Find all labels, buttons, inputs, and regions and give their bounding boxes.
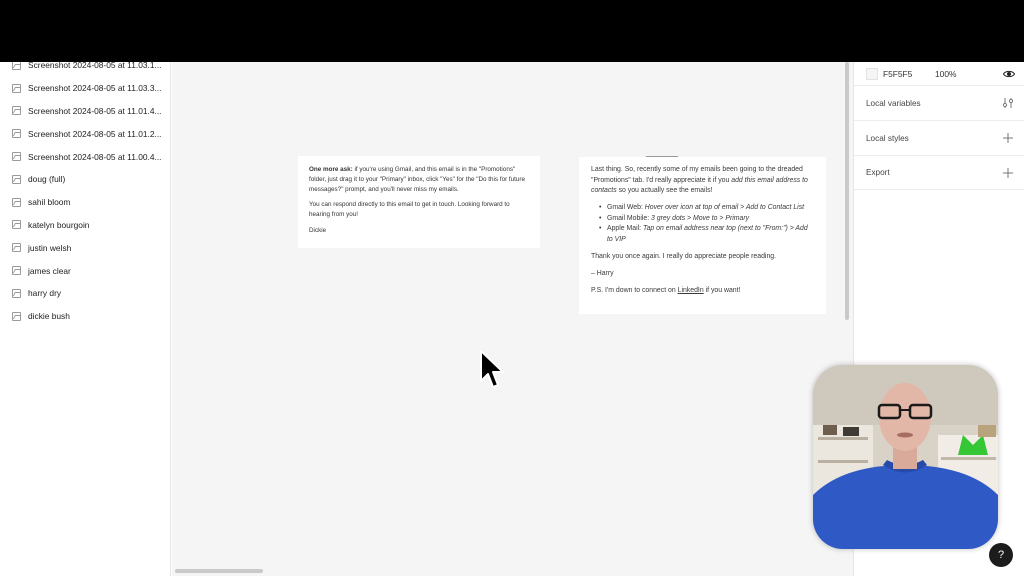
adjust-icon[interactable]	[1001, 96, 1015, 110]
help-button[interactable]: ?	[989, 543, 1013, 567]
section-local-variables[interactable]	[854, 85, 1024, 120]
layer-item[interactable]	[0, 77, 170, 100]
vertical-scrollbar[interactable]	[845, 62, 849, 320]
image-layer-icon	[12, 312, 21, 321]
image-layer-icon	[12, 243, 21, 252]
card2-bullet	[599, 203, 814, 214]
image-layer-icon	[12, 198, 21, 207]
email-card-dickie[interactable]	[298, 156, 540, 248]
card2-intro	[591, 165, 814, 197]
layer-item[interactable]	[0, 236, 170, 259]
layer-label: katelyn bourgoin	[28, 219, 90, 230]
fill-color-swatch[interactable]	[866, 68, 878, 80]
webcam-overlay	[813, 365, 998, 549]
bullet-label: Gmail Mobile:	[607, 214, 652, 222]
card1-signoff: Dickie	[309, 226, 327, 234]
card2-intro-a: Last thing. So, recently some of my emails been going to the dreaded "Promotions" tab. I'd really appreciate it if you	[591, 166, 803, 184]
card2-ps-b: if you want!	[703, 287, 741, 295]
top-black-bar	[0, 0, 1024, 62]
layer-list	[0, 62, 170, 328]
layer-label: Screenshot 2024-08-05 at 11.01.2...	[28, 128, 162, 139]
bullet-label: Gmail Web:	[607, 204, 645, 212]
plus-icon[interactable]	[1001, 131, 1015, 145]
bullet-label: Apple Mail:	[607, 225, 644, 233]
canvas[interactable]	[172, 62, 853, 576]
layers-panel	[0, 62, 171, 576]
bullet-detail: Hover over icon at top of email > Add to Contact List	[644, 204, 805, 212]
fill-opacity-value[interactable]: 100%	[935, 69, 957, 79]
fill-hex-value[interactable]: F5F5F5	[883, 69, 913, 79]
section-title: Local variables	[866, 98, 921, 108]
layer-label: doug (full)	[28, 174, 66, 185]
horizontal-scrollbar[interactable]	[175, 569, 263, 573]
card2-intro-em: add this email address to contacts	[591, 176, 808, 195]
card1-text: if you're using Gmail, and this email is in the "Promotions" folder, just drag it to your "Primary" inbox, click "Yes" for the "Do this for future messages?" prompt, and you'll never miss my emails.	[309, 166, 526, 193]
layer-label: sahil bloom	[28, 197, 71, 208]
linkedin-link[interactable]: LinkedIn	[677, 287, 704, 295]
plus-icon[interactable]	[1001, 166, 1015, 180]
section-title: Export	[866, 168, 890, 177]
layer-item[interactable]	[0, 191, 170, 214]
layer-item[interactable]	[0, 122, 170, 145]
card2-bullet	[599, 214, 814, 225]
card2-bullet	[599, 224, 814, 245]
card1-bold-lead: One more ask:	[309, 166, 353, 173]
layer-label: james clear	[28, 265, 71, 276]
layer-item[interactable]	[0, 62, 170, 77]
card2-intro-b: so you actually see the emails!	[616, 187, 713, 195]
layer-label: harry dry	[28, 288, 62, 299]
section-title: Local styles	[866, 133, 909, 143]
fill-row[interactable]	[854, 62, 1024, 86]
mouse-cursor-icon	[479, 349, 507, 393]
card2-signoff: – Harry	[591, 270, 614, 278]
layer-label: justin welsh	[28, 242, 72, 253]
section-export[interactable]	[854, 155, 1024, 190]
card2-thanks: Thank you once again. I really do appreciate people reading.	[591, 253, 777, 261]
layer-item[interactable]	[0, 259, 170, 282]
layer-label: Screenshot 2024-08-05 at 11.01.4...	[28, 105, 162, 116]
card2-ps	[591, 286, 814, 297]
webcam-person-image	[813, 365, 998, 549]
image-layer-icon	[12, 289, 21, 298]
image-layer-icon	[12, 129, 21, 138]
layer-item[interactable]	[0, 305, 170, 328]
layer-label: dickie bush	[28, 311, 70, 322]
image-layer-icon	[12, 152, 21, 161]
image-layer-icon	[12, 84, 21, 93]
section-local-styles[interactable]	[854, 120, 1024, 155]
eye-icon[interactable]	[1003, 68, 1015, 80]
layer-item[interactable]	[0, 282, 170, 305]
layer-label: Screenshot 2024-08-05 at 11.00.4...	[28, 151, 162, 162]
layer-item[interactable]	[0, 100, 170, 123]
layer-item[interactable]	[0, 168, 170, 191]
card2-bullet-list	[591, 203, 814, 245]
card1-paragraph-2: You can respond directly to this email to get in touch. Looking forward to hearing from you!	[309, 201, 510, 219]
layer-label: Screenshot 2024-08-05 at 11.03.1...	[28, 62, 162, 71]
bullet-detail: Tap on email address near top (next to "From:") > Add to VIP	[607, 225, 808, 244]
image-layer-icon	[12, 106, 21, 115]
image-layer-icon	[12, 62, 21, 70]
card1-paragraph-1	[309, 165, 529, 194]
layer-item[interactable]	[0, 214, 170, 237]
image-layer-icon	[12, 175, 21, 184]
layer-item[interactable]	[0, 145, 170, 168]
layer-label: Screenshot 2024-08-05 at 11.03.3...	[28, 83, 162, 94]
bullet-detail: 3 grey dots > Move to > Primary	[651, 214, 750, 222]
image-layer-icon	[12, 220, 21, 229]
image-layer-icon	[12, 266, 21, 275]
email-card-harry[interactable]	[579, 157, 826, 314]
card2-ps-a: P.S. I'm down to connect on	[591, 287, 678, 295]
